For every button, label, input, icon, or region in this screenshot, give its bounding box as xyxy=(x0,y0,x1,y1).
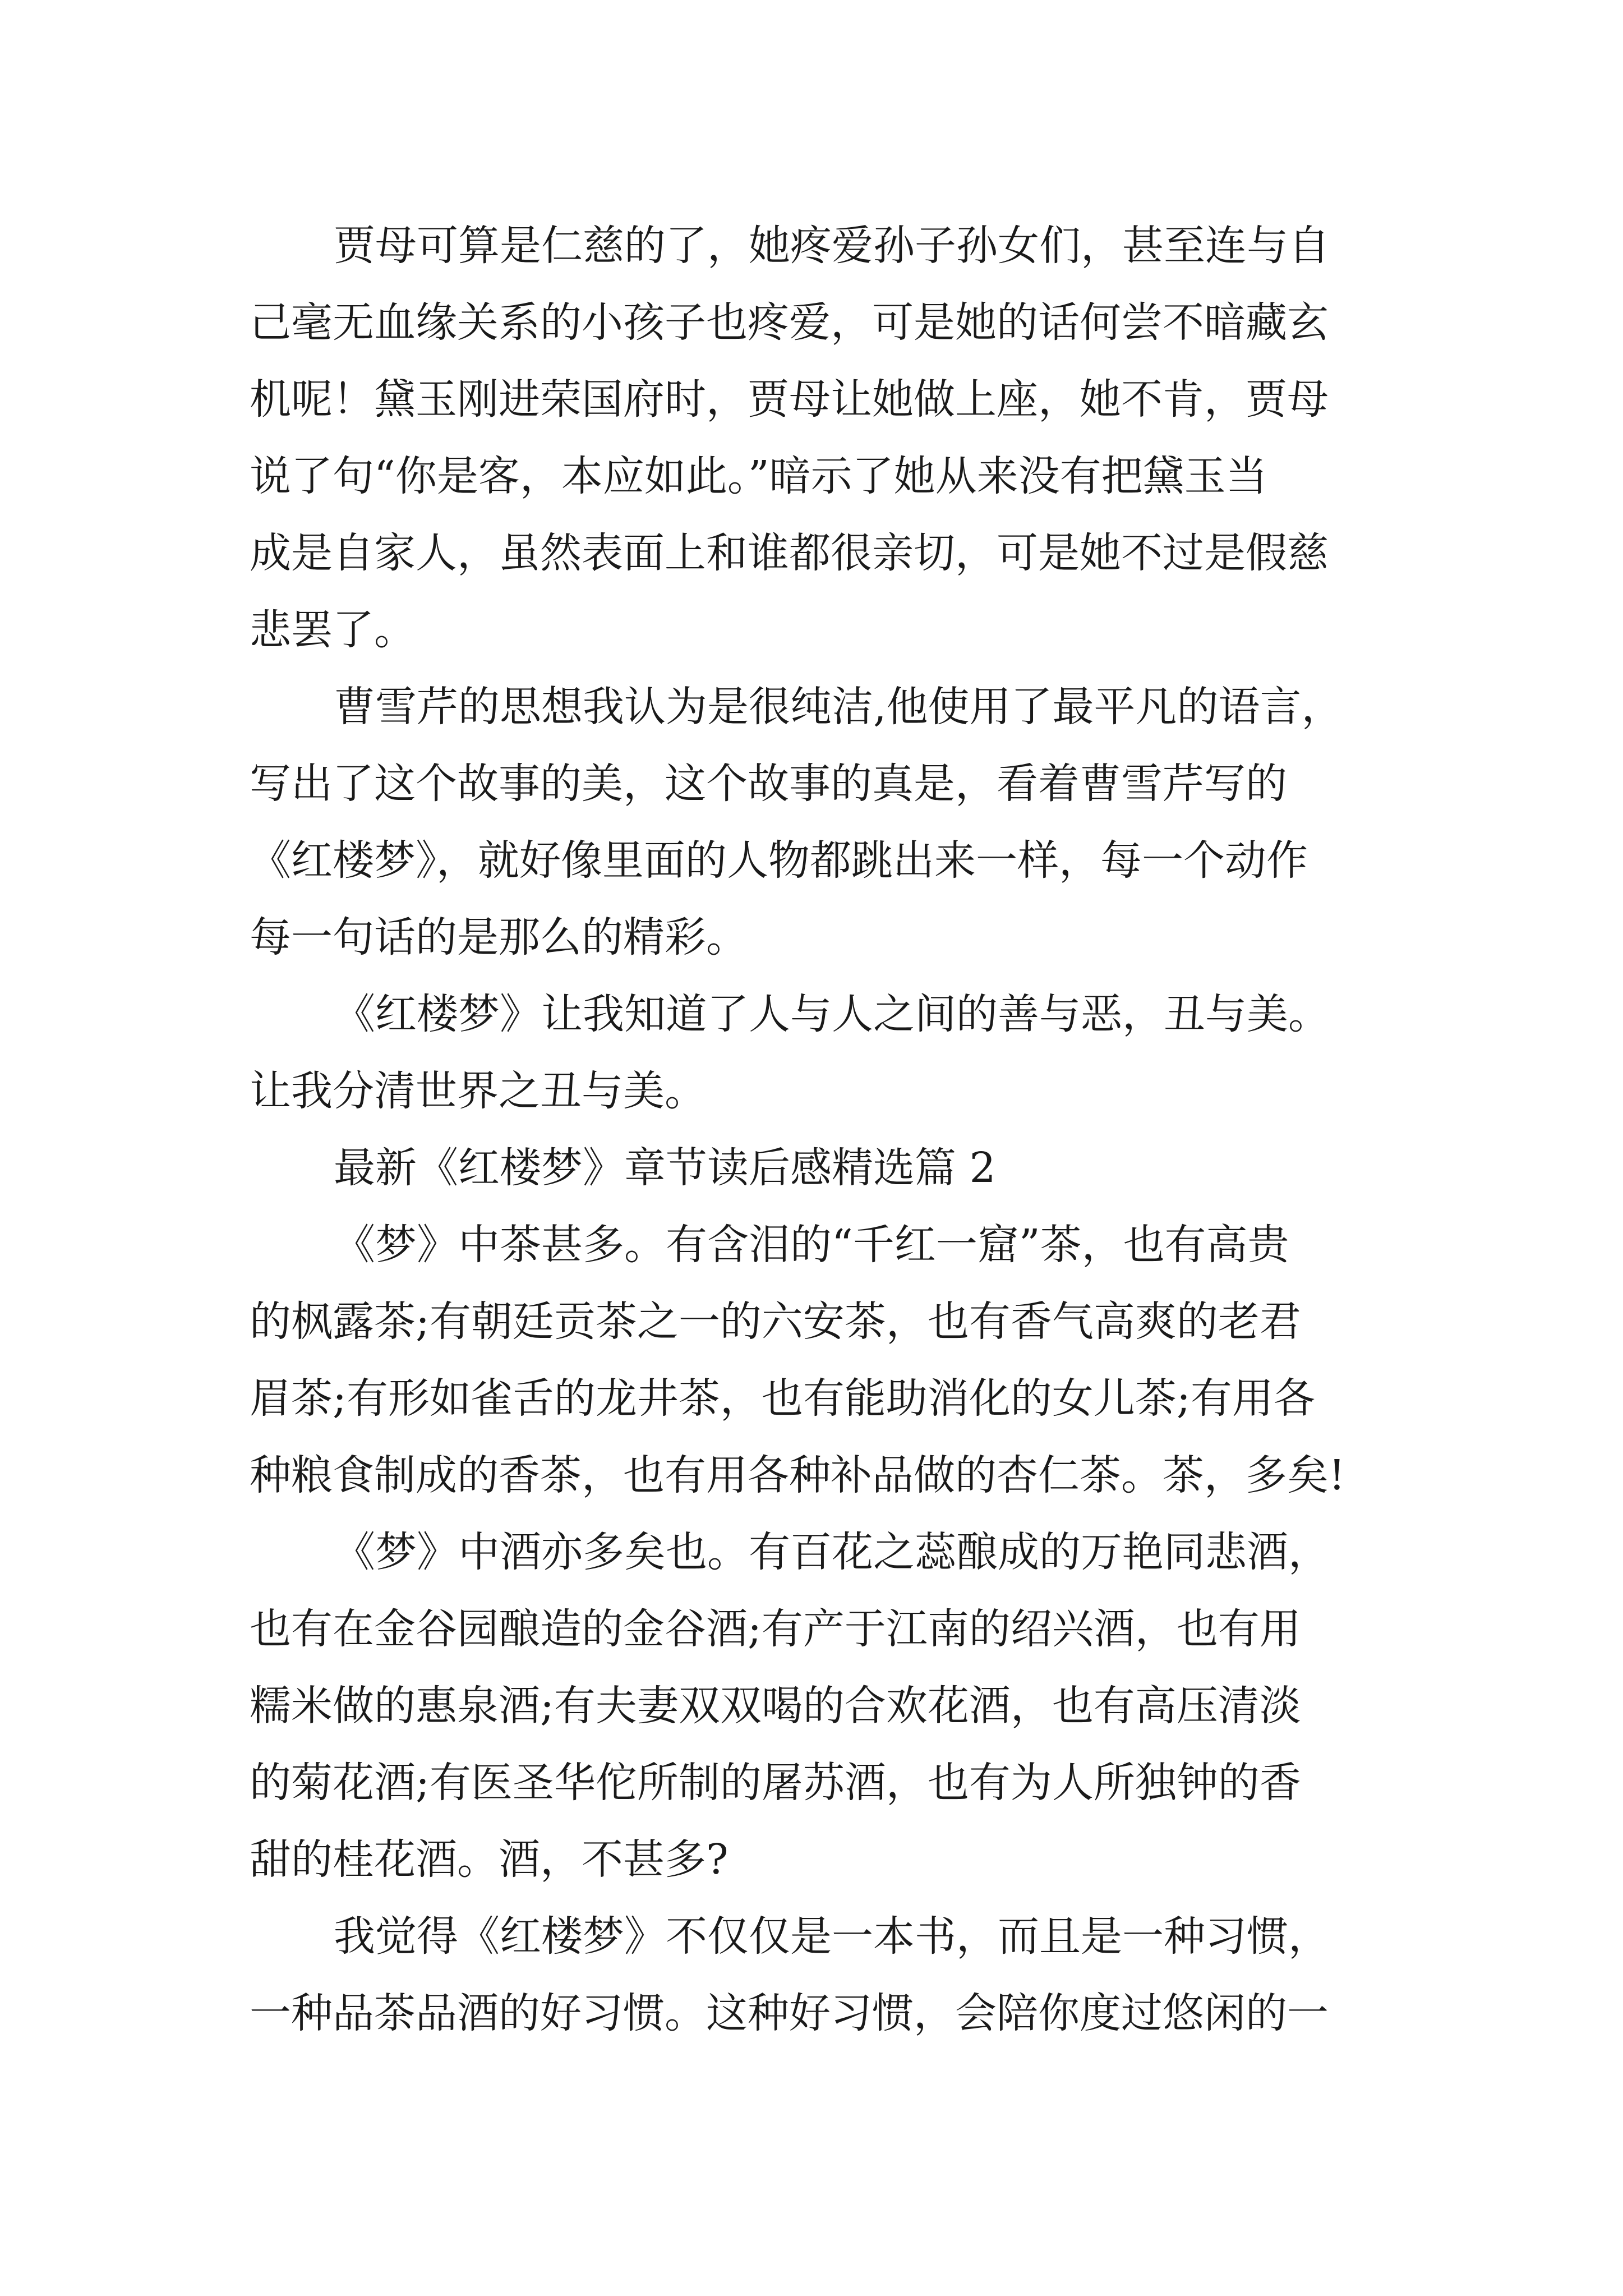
text-line: 悲罢了。 xyxy=(250,606,416,654)
text-line: 贾母可算是仁慈的了，她疼爱孙子孙女们，甚至连与自 xyxy=(334,222,1330,270)
text-line: 的菊花酒;有医圣华佗所制的屠苏酒，也有为人所独钟的香 xyxy=(250,1759,1301,1807)
section-heading: 最新《红楼梦》章节读后感精选篇 2 xyxy=(334,1144,996,1192)
text-line: 说了句“你是客，本应如此。”暗示了她从来没有把黛玉当 xyxy=(250,452,1267,500)
text-line: 种粮食制成的香茶，也有用各种补品做的杏仁茶。茶，多矣! xyxy=(250,1451,1345,1499)
text-line: 《梦》中酒亦多矣也。有百花之蕊酿成的万艳同悲酒， xyxy=(334,1528,1330,1576)
text-line: 《红楼梦》让我知道了人与人之间的善与恶，丑与美。 xyxy=(334,990,1330,1038)
text-line: 成是自家人，虽然表面上和谁都很亲切，可是她不过是假慈 xyxy=(250,529,1329,577)
text-line: 写出了这个故事的美，这个故事的真是，看着曹雪芹写的 xyxy=(250,760,1287,808)
text-line: 曹雪芹的思想我认为是很纯洁,他使用了最平凡的语言， xyxy=(334,683,1343,731)
text-line: 《梦》中茶甚多。有含泪的“千红一窟”茶，也有高贵 xyxy=(334,1221,1289,1269)
text-line: 己毫无血缘关系的小孩子也疼爱，可是她的话何尝不暗藏玄 xyxy=(250,298,1329,347)
text-line: 也有在金谷园酿造的金谷酒;有产于江南的绍兴酒，也有用 xyxy=(250,1605,1301,1653)
text-line: 的枫露茶;有朝廷贡茶之一的六安茶，也有香气高爽的老君 xyxy=(250,1297,1301,1346)
text-line: 让我分清世界之丑与美。 xyxy=(250,1067,706,1115)
text-line: 糯米做的惠泉酒;有夫妻双双喝的合欢花酒，也有高压清淡 xyxy=(250,1682,1301,1730)
text-line: 我觉得《红楼梦》不仅仅是一本书，而且是一种习惯， xyxy=(334,1912,1330,1961)
text-line: 甜的桂花酒。酒，不甚多? xyxy=(250,1835,728,1884)
text-line: 每一句话的是那么的精彩。 xyxy=(250,913,748,961)
text-line: 眉茶;有形如雀舌的龙井茶，也有能助消化的女儿茶;有用各 xyxy=(250,1374,1315,1423)
text-line: 《红楼梦》，就好像里面的人物都跳出来一样，每一个动作 xyxy=(250,836,1308,885)
text-line: 机呢！黛玉刚进荣国府时，贾母让她做上座，她不肯，贾母 xyxy=(250,375,1329,424)
text-line: 一种品茶品酒的好习惯。这种好习惯，会陪你度过悠闲的一 xyxy=(250,1989,1329,2037)
